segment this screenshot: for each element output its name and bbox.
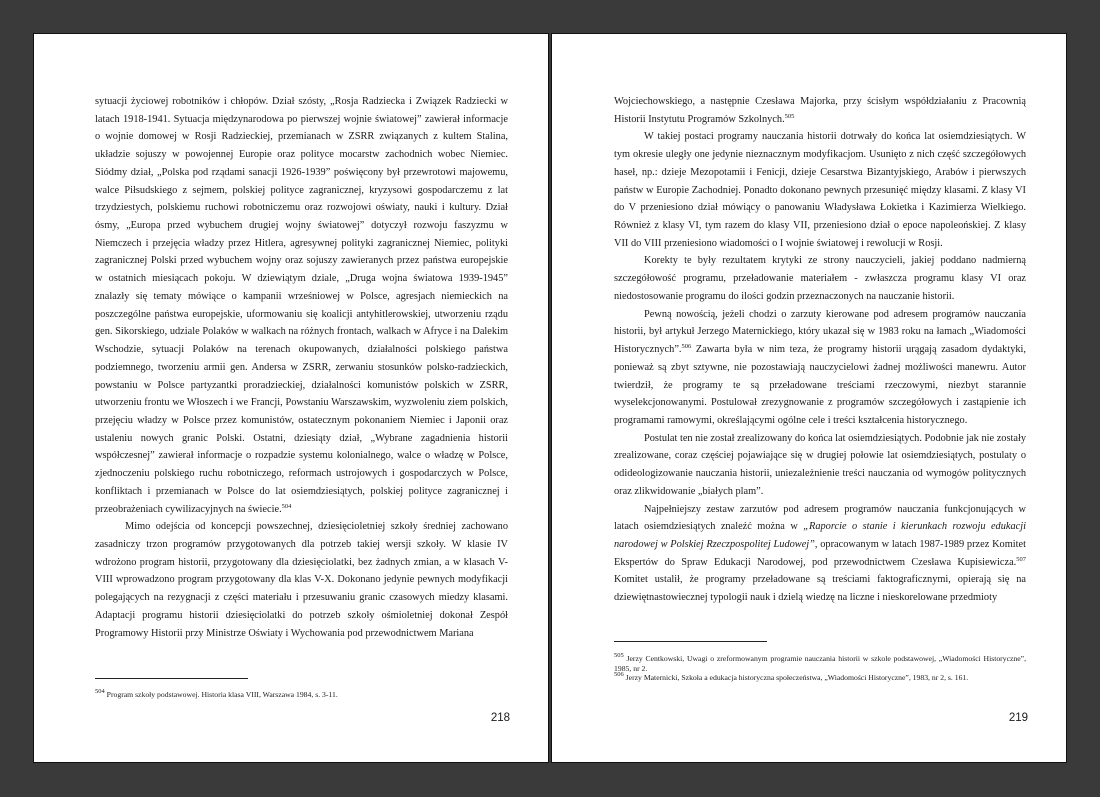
paragraph: Mimo odejścia od koncepcji powszechnej, dziesięcioletniej szkoły średniej zachowano zasadniczy trzon programów przygotowanych dla potrzeb takiej wersji szkoły. W klasie IV wdrożono program historii, przygotowany dla dziesięciolatki, bez żadnych zmian, a w klasach V-VIII wprowadzono program przygotowany dla klas V-X. Dokonano jedynie pewnych modyfikacji polegających na rezygnacji z części materiału i przesuwaniu granic czasowych miedzy klasami. Adaptacji programu historii dziesięciolatki do potrzeb szkoły ośmioletniej dokonał Zespół Programowy Historii przy Ministrze Oświaty i Wychowania pod przewodnictwem Mariana	[95, 521, 508, 639]
paragraph: Najpełniejszy zestaw zarzutów pod adresem programów nauczania funkcjonujących w latach osiemdziesiątych znaleźć można w „Raporcie o stanie i kierunkach rozwoju edukacji narodowej w Polskiej Rzeczpospolitej Ludowej”, opracowanym w latach 1987-1989 przez Komitet Ekspertów do Spraw Edukacji Narodowej, pod przewodnictwem Czesława Kupisiewicza.$^{507}$ Komitet ustalił, że programy przeładowane są treściami faktograficznymi, opierają się na dziewiętnastowiecznej typologii nauk i dzielą wiedzę na liczne i nieskorelowane przedmioty	[614, 503, 1026, 604]
right-page	[552, 34, 1066, 762]
left-page	[34, 34, 548, 762]
paragraph: W takiej postaci programy nauczania historii dotrwały do końca lat osiemdziesiątych. W tym okresie uległy one jedynie nieznacznym modyfikacjom. Usunięto z nich część szczegółowych haseł, np.: dzieje Mezopotamii i Fenicji, dzieje Cesarstwa Bizantyjskiego, Arabów i pierwszych państw w Europie Zachodniej. Ponadto dokonano pewnych przesunięć między klasami. Z klasy VI do V przeniesiono dział mówiący o panowaniu Władysława Łokietka i Kazimierza Wielkiego. Również z klasy VI, tym razem do klasy VII, przeniesiono dział o epoce napoleońskiej. Z klasy VII do VIII przeniesiono wiadomości o I wojnie światowej i rewolucji w Rosji.	[614, 131, 1026, 249]
footnote-number: 504	[95, 688, 105, 695]
footnote-ref[interactable]: 506	[681, 343, 692, 351]
footnote-ref[interactable]: 505	[784, 112, 795, 120]
footnote-number: 505	[614, 652, 624, 659]
page-number: 219	[1008, 712, 1028, 724]
footnote-ref[interactable]: 507	[1016, 555, 1026, 563]
paragraph: sytuacji życiowej robotników i chłopów. Dział szósty, „Rosja Radziecka i Związek Radziecki w latach 1918-1941. Sytuacja międzynarodowa po pierwszej wojnie światowej” zawierał informacje o wojnie domowej w Rosji Radzieckiej, przemianach w ZSRR związanych z kultem Stalina, układzie sojuszy w powojennej Europie oraz polityce mocarstw zachodnich wobec Niemiec. Siódmy dział, „Polska pod rządami sanacji 1926-1939” poświęcony był przewrotowi majowemu, walce Piłsudskiego z sejmem, polskiej polityce zagranicznej, kryzysowi gospodarczemu z lat trzydziestych, polskiemu ruchowi robotniczemu oraz rozwojowi oświaty, nauki i kultury. Dział ósmy, „Europa przed wybuchem drugiej wojny światowej” dotyczył rozwoju faszyzmu w Niemczech i przejęcia władzy przez Hitlera, agresywnej polityki zagranicznej Niemiec, polityki zagranicznej Polski przed wybuchem wojny oraz sojuszy zawieranych przez państwa europejskie w ostatnich miesiącach pokoju. W dziewiątym dziale, „Druga wojna światowa 1939-1945” znalazły się tematy mówiące o kampanii wrześniowej w Polsce, agresjach niemieckich na poszczególne państwa europejskie, uformowaniu się koalicji antyhitlerowskiej, utworzeniu rządu gen. Sikorskiego, udziale Polaków w walkach na różnych frontach, walkach w Afryce i na Dalekim Wschodzie, sytuacji Polaków na terenach okupowanych, działalności polskiego państwa podziemnego, tworzeniu armii gen. Andersa w ZSRR, zerwaniu stosunków polsko-radzieckich, powstaniu w Polsce partyzantki proradzieckiej, działalności komunistów polskich w ZSRR, utworzeniu frontu we Włoszech i we Francji, Powstaniu Warszawskim, wyzwoleniu ziem polskich, przejęciu władzy w Polsce przez komunistów, ostatecznym pokonaniem Niemiec i Japonii oraz ustaleniu nowych granic Polski. Ostatni, dziesiąty dział, „Wybrane zagadnienia historii współczesnej” zawierał informacje o rozpadzie systemu kolonialnego, walce o władzę w Polsce, zjednoczeniu polskiego ruchu robotniczego, reformach ustrojowych i gospodarczych w Polsce, konfliktach i przemianach w Polsce do lat osiemdziesiątych, polskiej polityce zagranicznej i przeobrażeniach cywilizacyjnych na świecie.$^{504}$	[95, 96, 508, 515]
footnote-separator	[614, 641, 767, 642]
report-title: „Raporcie o stanie i kierunkach rozwoju edukacji narodowej w Polskiej Rzeczpospolitej Ludowej”	[614, 521, 1026, 550]
footnote-separator	[95, 678, 248, 679]
left-page-body	[95, 93, 508, 642]
right-page-body	[614, 93, 1026, 607]
footnote-ref[interactable]: 504	[281, 502, 292, 510]
footnotes	[614, 654, 1026, 683]
footnote: $^{505}$ Jerzy Centkowski, Uwagi o zreformowanym programie nauczania historii w szkole podstawowej, „Wiadomości Historyczne”, 1985, nr 2.	[614, 652, 1027, 673]
paragraph: Pewną nowością, jeżeli chodzi o zarzuty kierowane pod adresem programów nauczania historii, był artykuł Jerzego Maternickiego, który ukazał się w 1983 roku na łamach „Wiadomości Historycznych”.$^{506}$ Zawarta była w nim teza, że programy historii urągają zasadom dydaktyki, ponieważ są zbyt sztywne, nie pozostawiają nauczycielowi żadnej możliwości manewru. Autor twierdził, że programy te są przeładowane treściami rzeczowymi, niezbyt starannie wyselekcjonowanymi. Postulował zrezygnowanie z programów szczegółowych i zastąpienie ich programami ramowymi, określającymi ogólne cele i treści kształcenia historycznego.	[614, 308, 1026, 426]
footnote-number: 506	[614, 671, 624, 678]
paragraph: Korekty te były rezultatem krytyki ze strony nauczycieli, jakiej poddano nadmierną szczegółowość programu, przeładowanie materiałem - zwłaszcza programu klasy VI oraz niedostosowanie programu do ilości godzin przeznaczonych na nauczanie historii.	[614, 255, 1026, 302]
paragraph: Wojciechowskiego, a następnie Czesława Majorka, przy ścisłym współdziałaniu z Pracownią Historii Instytutu Programów Szkolnych.$^{505}$	[614, 96, 1026, 125]
footnotes	[95, 690, 508, 700]
footnote: $^{504}$ Program szkoły podstawowej. Historia klasa VIII, Warszawa 1984, s. 3-11.	[95, 688, 338, 699]
paragraph: Postulat ten nie został zrealizowany do końca lat osiemdziesiątych. Podobnie jak nie zostały zrealizowane, coraz częściej pojawiające się w drugiej połowie lat osiemdziesiątych, postulaty o odideologizowanie nauczania historii, uniezależnienie treści nauczania od wymogów politycznych oraz zlikwidowanie „białych plam”.	[614, 432, 1026, 497]
footnote: $^{506}$ Jerzy Maternicki, Szkoła a edukacja historyczna społeczeństwa, „Wiadomości Historyczne”, 1983, nr 2, s. 161.	[614, 671, 969, 682]
page-number: 218	[490, 712, 510, 724]
